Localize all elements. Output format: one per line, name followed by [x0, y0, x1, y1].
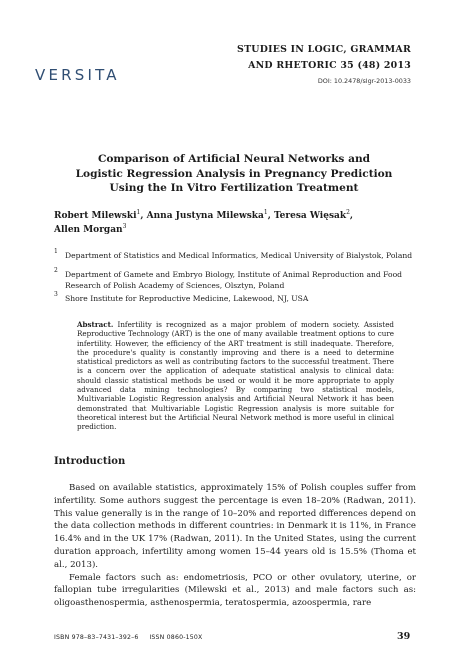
paper-title [40, 152, 428, 196]
issn: ISSN 0860-150X [149, 634, 203, 641]
affiliation [54, 291, 416, 305]
paper-title-line-2: Logistic Regression Analysis in Pregnancy Prediction [75, 167, 393, 180]
page-number: 39 [397, 631, 411, 642]
affiliation [54, 267, 416, 291]
isbn: ISBN 978–83–7431–392–6 [54, 634, 139, 641]
author-separator: , [349, 211, 354, 221]
paper-title-line-3: Using the In Vitro Fertilization Treatment [109, 182, 359, 194]
affiliation-number: 1 [54, 248, 58, 255]
author-list [54, 210, 394, 237]
abstract-label: Abstract. [77, 320, 114, 329]
paragraph: Based on available statistics, approximately 15% of Polish couples suffer from infertility. Some authors suggest the percentage is even 18–20% (Radwan, 2011). This value generally is in the range of 10–20% and reported differences depend on the data collection methods in different countries: in Denmark it is 11%, in France 16.4% and in the UK 17% (Radwan, 2011). In the United States, using the current duration approach, infertility among women 15–44 years old is 15.5% (Thoma et al., 2013). [54, 483, 416, 570]
author-name: Robert Milewski [54, 211, 137, 221]
journal-title [237, 42, 411, 73]
author-name: Teresa Więsak [273, 211, 347, 221]
author-separator: , [140, 211, 147, 221]
affiliation-text: Shore Institute for Reproductive Medicine, Lakewood, NJ, USA [65, 294, 309, 303]
affiliation-text: Department of Statistics and Medical Informatics, Medical University of Bialystok, Poland [65, 251, 413, 260]
author-separator: , [267, 211, 274, 221]
paper-title-line-1: Comparison of Artificial Neural Networks and [97, 153, 371, 165]
section-heading-introduction: Introduction [54, 456, 126, 467]
publisher-logo-text: VERSITA [35, 66, 120, 84]
footer-identifiers [54, 634, 203, 641]
affiliation-number: 2 [54, 267, 58, 274]
paragraph: Female factors such as: endometriosis, PCO or other ovulatory, uterine, or fallopian tube irregularities (Milewski et al., 2013) and male factors such as: oligoasthenospermia, asthenospermia, teratospermia, azoospermia, rare [54, 572, 416, 609]
introduction-body [54, 482, 416, 610]
author-affiliation-mark: 2 [346, 209, 350, 216]
author-affiliation-mark: 1 [136, 209, 141, 216]
affiliation-number: 3 [54, 291, 58, 298]
author-affiliation-mark: 1 [263, 209, 268, 216]
abstract-text: Infertility is recognized as a major problem of modern society. Assisted Reproductive Technology (ART) is the one of many available treatment options to cure infertility. However, the efficiency of the ART treatment is still inadequate. Therefore, the procedure's quality is constantly improving and there is a need to determine statistical predictors as well as contributing factors to the successful treatment. There is a concern over the application of adequate statistical analysis to clinical data: should classic statistical methods be used or would it be more appropriate to apply advanced data mining technologies? By comparing two statistical models, Multivariable Logistic Regression analysis and Artificial Neural Network it has been demonstrated that Multivariable Logistic Regression analysis is more suitable for theoretical interest but the Artificial Neural Network method is more useful in clinical prediction. [77, 320, 394, 432]
author-name: Anna Justyna Milewska [146, 211, 264, 221]
publisher-logo [35, 63, 125, 91]
affiliation-text: Department of Gamete and Embryo Biology, Institute of Animal Reproduction and Food Research of Polish Academy of Sciences, Olsztyn, Poland [65, 270, 403, 290]
affiliation [54, 248, 416, 262]
author-affiliation-mark: 3 [122, 222, 127, 230]
journal-title-line-2: AND RHETORIC 35 (48) 2013 [248, 59, 411, 71]
abstract [77, 320, 394, 432]
author-name: Allen Morgan [54, 224, 123, 235]
journal-title-line-1: STUDIES IN LOGIC, GRAMMAR [237, 44, 411, 55]
doi: DOI: 10.2478/slgr-2013-0033 [317, 77, 411, 85]
